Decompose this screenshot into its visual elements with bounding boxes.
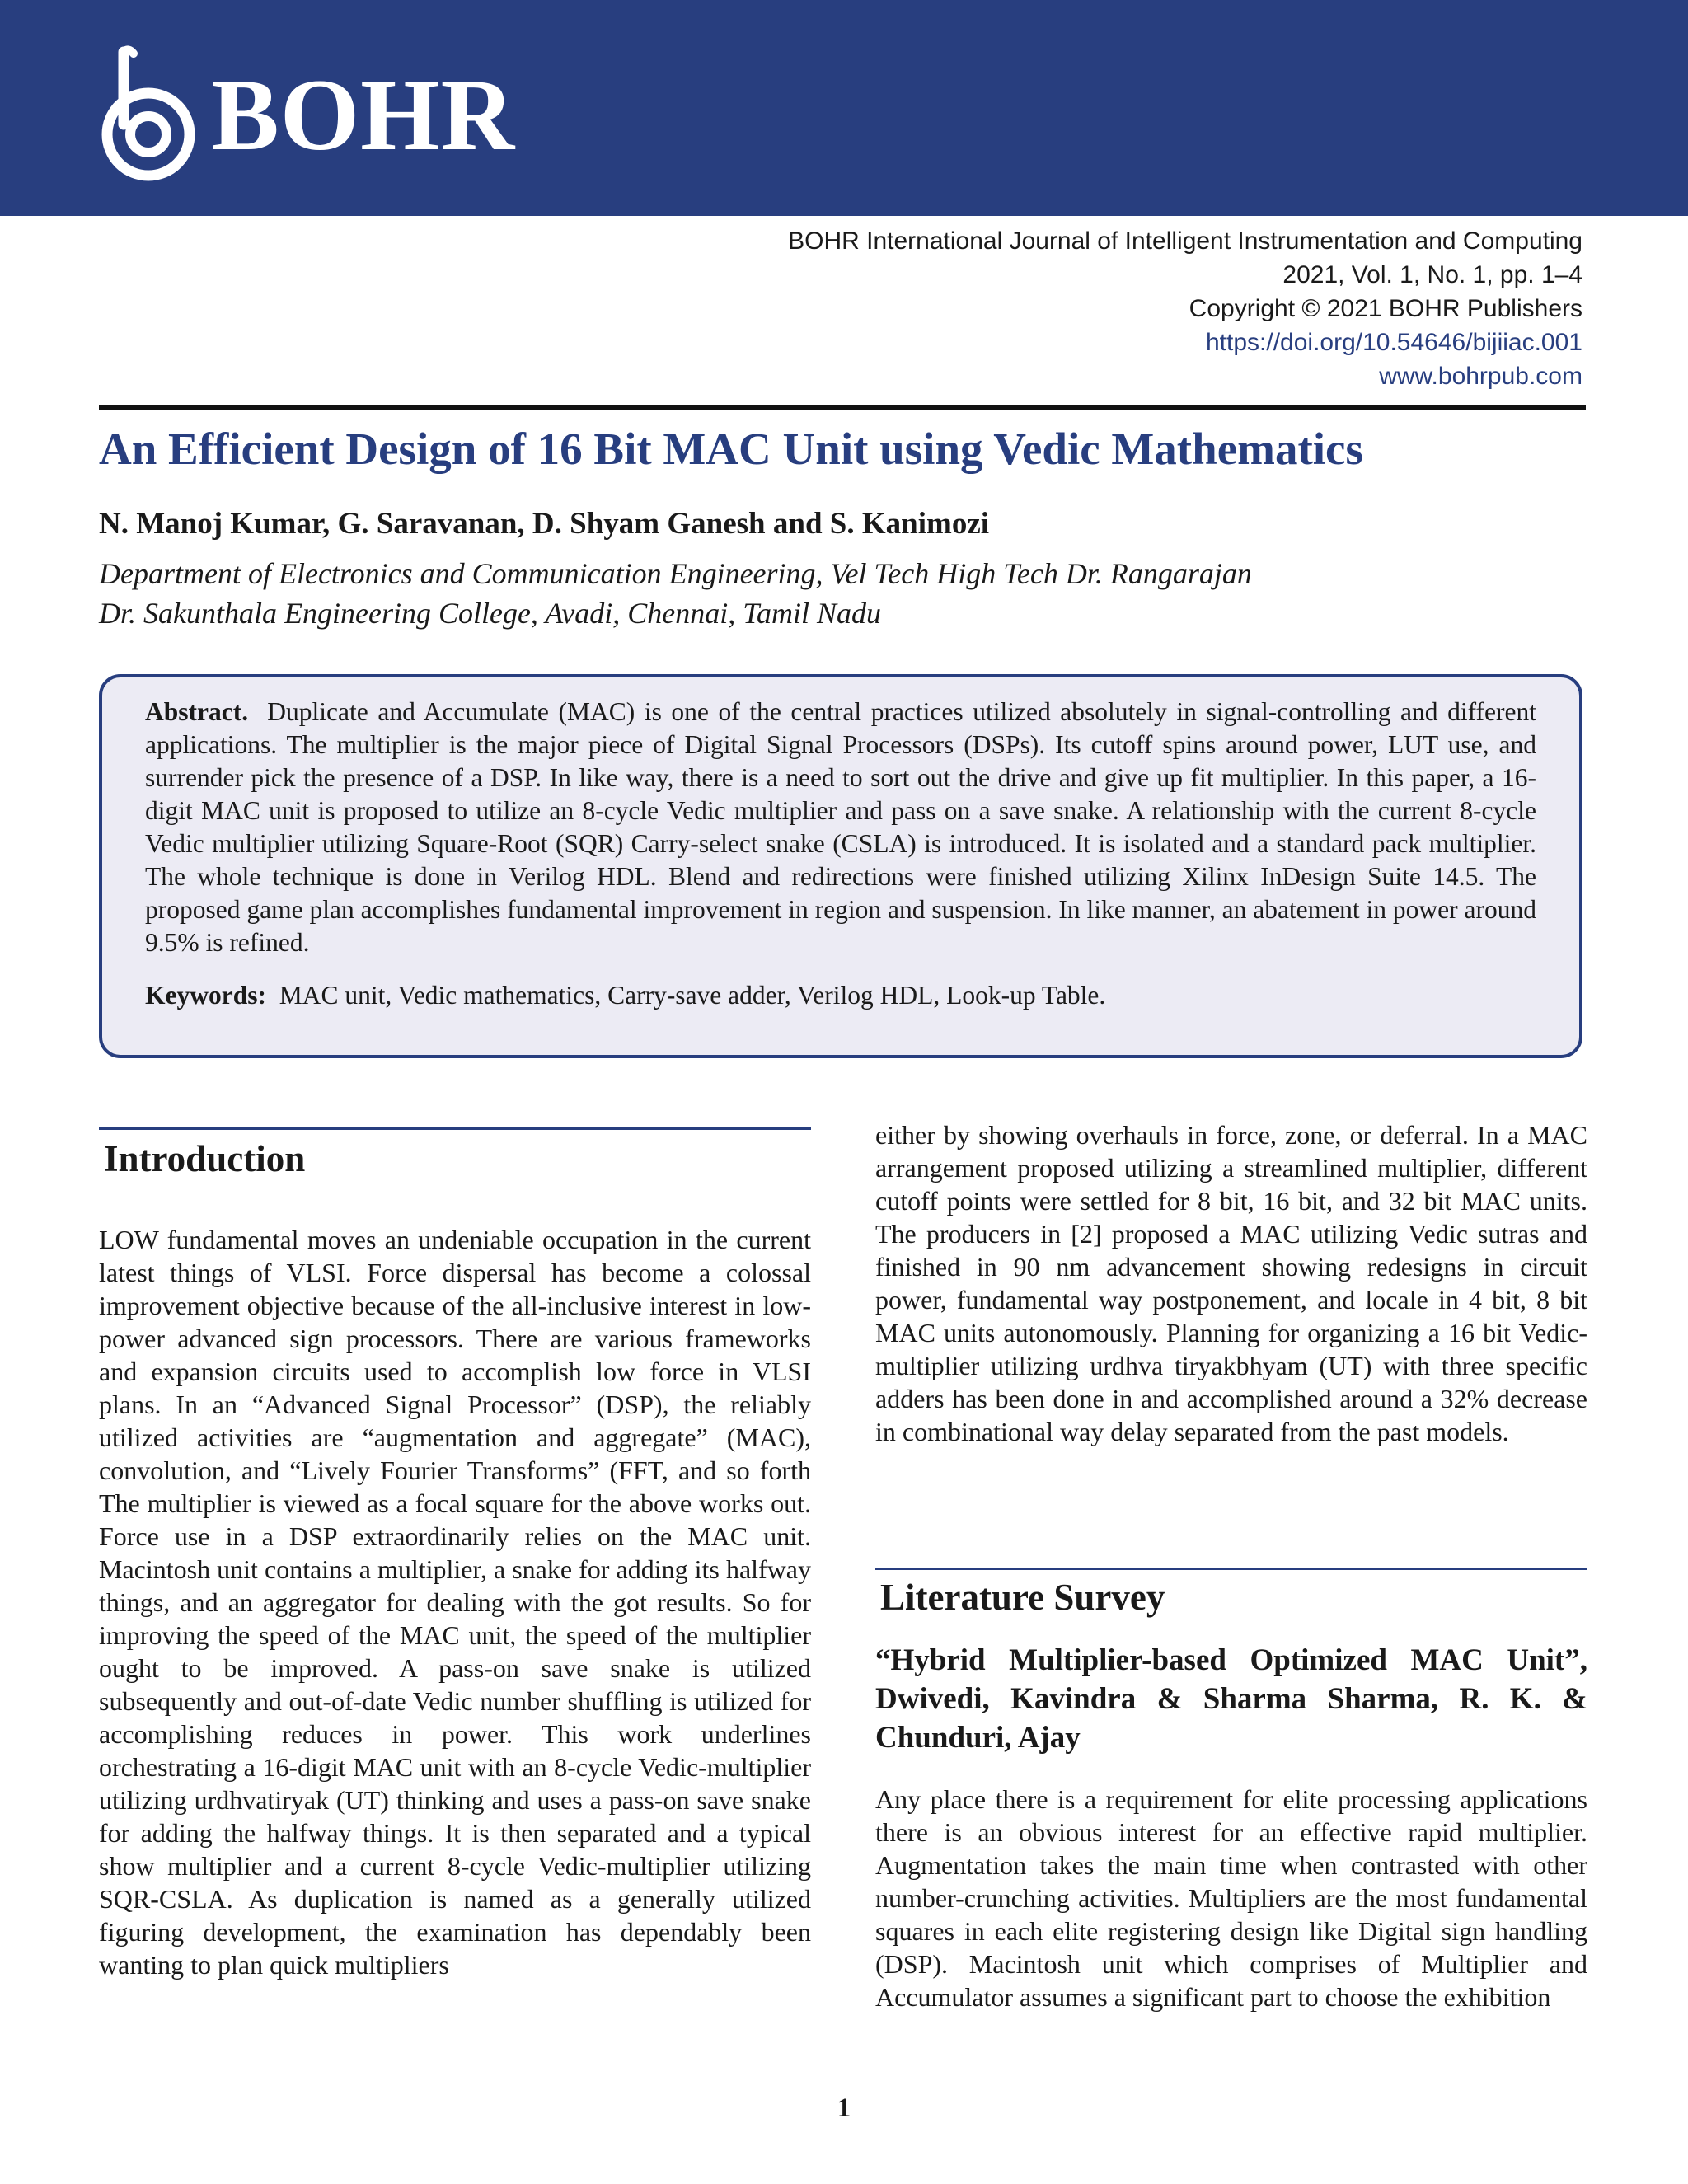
header-divider [99, 405, 1586, 410]
brand-name: BOHR [211, 59, 516, 171]
bohr-logo-icon [97, 45, 196, 185]
section-rule [99, 1127, 811, 1130]
affiliation-line: Department of Electronics and Communication Engineering, Vel Tech High Tech Dr. Rangarajan [99, 557, 1252, 590]
paper-affiliation [99, 554, 1582, 633]
section-rule [875, 1568, 1587, 1570]
journal-name: BOHR International Journal of Intelligent Instrumentation and Computing [788, 227, 1582, 255]
publisher-logo [97, 41, 515, 190]
journal-info [788, 224, 1582, 393]
page-number: 1 [837, 2093, 851, 2123]
abstract-paragraph [145, 696, 1536, 959]
journal-copyright: Copyright © 2021 BOHR Publishers [1189, 295, 1582, 322]
paper-authors: N. Manoj Kumar, G. Saravanan, D. Shyam Ganesh and S. Kanimozi [99, 507, 990, 541]
keywords-text: MAC unit, Vedic mathematics, Carry-save adder, Verilog HDL, Look-up Table. [279, 981, 1106, 1010]
literature-survey-heading: Literature Survey [880, 1577, 1165, 1618]
introduction-continuation: either by showing overhauls in force, zone, or deferral. In a MAC arrangement proposed utilizing a streamlined multiplier, different cutoff points were settled for 8 bit, 16 bit, and 32 bit MAC units. The producers in [2] proposed a MAC utilizing Vedic sutras and finished in 90 nm advancement showing redesigns in circuit power, fundamental way postponement, and locale in 4 bit, 8 bit MAC units autonomously. Planning for organizing a 16 bit Vedic-multiplier utilizing urdhva tiryakbhyam (UT) with three specific adders has been done in and accomplished around a 32% decrease in combinational way delay separated from the past models. [875, 1120, 1587, 1446]
literature-subheading: “Hybrid Multiplier-based Optimized MAC Unit”, Dwivedi, Kavindra & Sharma Sharma, R. K. & Chunduri, Ajay [875, 1643, 1587, 1755]
literature-column [875, 1783, 1587, 2013]
right-column [875, 1118, 1587, 1448]
paper-title: An Efficient Design of 16 Bit MAC Unit using Vedic Mathematics [99, 424, 1363, 474]
left-column [99, 1223, 811, 1981]
journal-banner [0, 0, 1688, 216]
doi-link[interactable]: https://doi.org/10.54646/bijiiac.001 [1206, 329, 1582, 356]
keywords-paragraph [145, 979, 1536, 1012]
literature-text: Any place there is a requirement for elite processing applications there is an obvious interest for an effective rapid multiplier. Augmentation takes the main time when contrasted with other number-crunching activities. Multipliers are the most fundamental squares in each elite registering design like Digital sign handling (DSP). Macintosh unit which comprises of Multiplier and Accumulator assumes a significant part to choose the exhibition [875, 1784, 1587, 2012]
website-link[interactable]: www.bohrpub.com [1379, 363, 1582, 390]
affiliation-line: Dr. Sakunthala Engineering College, Avadi, Chennai, Tamil Nadu [99, 597, 881, 630]
abstract-box [99, 674, 1582, 1058]
introduction-text: LOW fundamental moves an undeniable occupation in the current latest things of VLSI. Force dispersal has become a colossal improvement objective because of the all-inclusive interest in low-power advanced sign processors. There are various frameworks and expansion circuits used to accomplish low force in VLSI plans. In an “Advanced Signal Processor” (DSP), the reliably utilized activities are “augmentation and aggregate” (MAC), convolution, and “Lively Fourier Transforms” (FFT, and so forth The multiplier is viewed as a focal square for the above works out. Force use in a DSP extraordinarily relies on the MAC unit. Macintosh unit contains a multiplier, a snake for adding its halfway things, and an aggregator for dealing with the got results. So for improving the speed of the MAC unit, the speed of the multiplier ought to be improved. A pass-on save snake is utilized subsequently and out-of-date Vedic number shuffling is utilized for accomplishing reduces in power. This work underlines orchestrating a 16-digit MAC unit with an 8-cycle Vedic-multiplier utilizing urdhvatiryak (UT) thinking and uses a pass-on save snake for adding the halfway things. It is then separated and a typical show multiplier and a current 8-cycle Vedic-multiplier utilizing SQR-CSLA. As duplication is named as a generally utilized figuring development, the examination has dependably been wanting to plan quick multipliers [99, 1225, 811, 1980]
keywords-label: Keywords: [145, 981, 266, 1010]
introduction-heading: Introduction [104, 1138, 306, 1179]
journal-volume: 2021, Vol. 1, No. 1, pp. 1–4 [1282, 261, 1582, 288]
abstract-text: Duplicate and Accumulate (MAC) is one of the central practices utilized absolutely in signal-controlling and different applications. The multiplier is the major piece of Digital Signal Processors (DSPs). Its cutoff spins around power, LUT use, and surrender pick the presence of a DSP. In like way, there is a need to sort out the drive and give up fit multiplier. In this paper, a 16-digit MAC unit is proposed to utilize an 8-cycle Vedic multiplier and pass on a save snake. A relationship with the current 8-cycle Vedic multiplier utilizing Square-Root (SQR) Carry-select snake (CSLA) is introduced. It is isolated and a standard pack multiplier. The whole technique is done in Verilog HDL. Blend and redirections were finished utilizing Xilinx InDesign Suite 14.5. The proposed game plan accomplishes fundamental improvement in region and suspension. In like manner, an abatement in power around 9.5% is refined. [145, 697, 1536, 957]
abstract-label: Abstract. [145, 697, 249, 726]
